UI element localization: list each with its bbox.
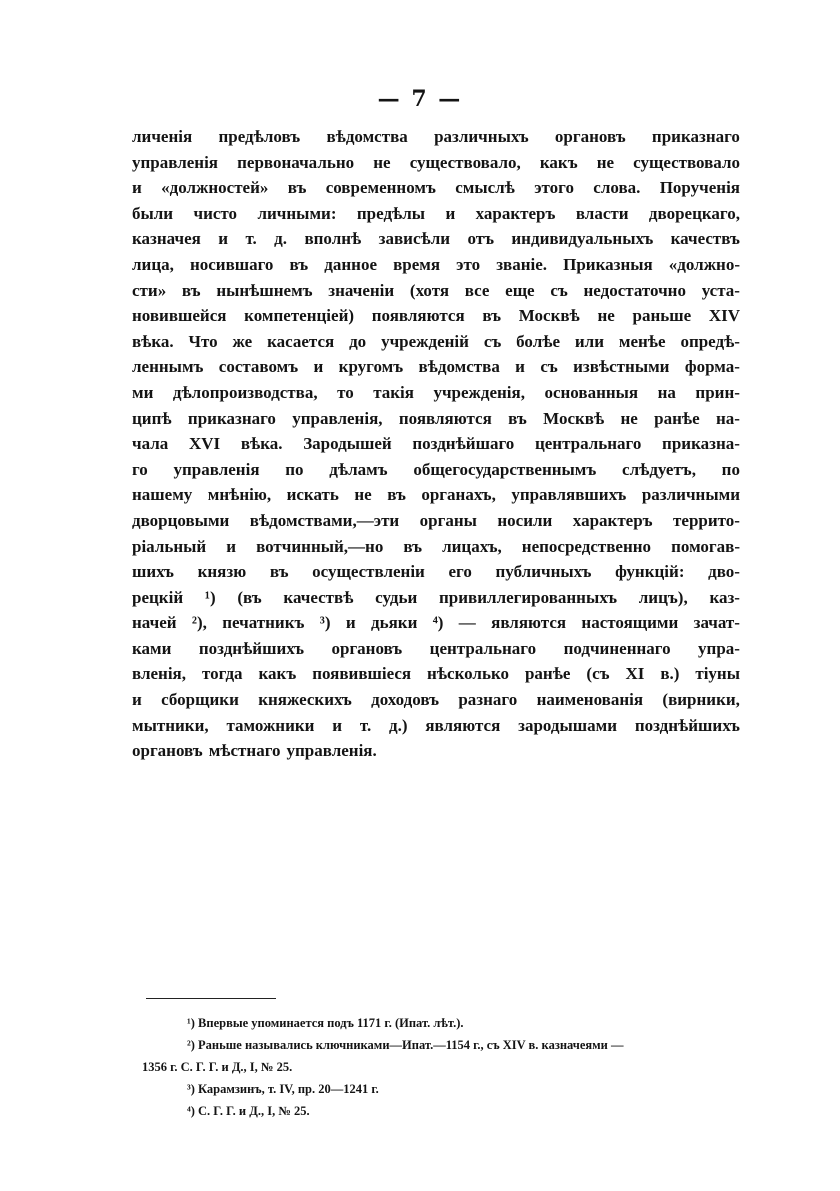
- text-line: органовъ мѣстнаго управленія.: [132, 741, 377, 761]
- text-line: мытники, таможники и т. д.) являются зародышами позднѣйшихъ: [132, 715, 740, 735]
- footnote-1: ¹) Впервые упоминается подъ 1171 г. (Ипат. лѣт.).: [187, 1016, 464, 1030]
- text-line: и сборщики княжескихъ доходовъ разнаго наименованія (вирники,: [132, 690, 740, 710]
- text-line: сти» въ нынѣшнемъ значеніи (хотя все еще съ недостаточно уста-: [132, 280, 740, 300]
- footnote-2: ²) Раньше назывались ключниками—Ипат.—1154 г., съ XIV в. казначеями —: [187, 1038, 624, 1052]
- text-line: и «должностей» въ современномъ смыслѣ этого слова. Порученія: [132, 178, 740, 198]
- text-line: управленія первоначально не существовало, какъ не существовало: [132, 152, 740, 172]
- footnote-2-continuation: 1356 г. С. Г. Г. и Д., I, № 25.: [142, 1060, 293, 1074]
- text-line: вленія, тогда какъ появившіеся нѣсколько ранѣе (съ XI в.) тіуны: [132, 664, 740, 684]
- text-line: казначея и т. д. вполнѣ зависѣли отъ индивидуальныхъ качествъ: [132, 229, 740, 249]
- text-line: вѣка. Что же касается до учрежденій съ болѣе или менѣе опредѣ-: [132, 331, 740, 351]
- text-line: ками позднѣйшихъ органовъ центральнаго подчиненнаго упра-: [132, 638, 740, 658]
- text-line: леннымъ составомъ и кругомъ вѣдомства и съ извѣстными форма-: [132, 357, 740, 377]
- text-line: начей ²), печатникъ ³) и дьяки ⁴) — являются настоящими зачат-: [132, 613, 740, 633]
- text-line: ципѣ приказнаго управленія, появляются въ Москвѣ не ранѣе на-: [132, 408, 740, 428]
- text-line: личенія предѣловъ вѣдомства различныхъ органовъ приказнаго: [132, 127, 740, 146]
- main-paragraph: [132, 124, 740, 764]
- text-line: ріальный и вотчинный,—но въ лицахъ, непосредственно помогав-: [132, 536, 740, 556]
- footnote-divider: [146, 998, 276, 999]
- text-line: были чисто личными: предѣлы и характеръ власти дворецкаго,: [132, 203, 740, 223]
- text-line: рецкій ¹) (въ качествѣ судьи привиллегированныхъ лицъ), каз-: [132, 587, 740, 607]
- text-line: шихъ князю въ осуществленіи его публичныхъ функцій: дво-: [132, 562, 740, 582]
- text-line: лица, носившаго въ данное время это званіе. Приказныя «должно-: [132, 254, 740, 274]
- page-number: — 7 —: [377, 86, 463, 112]
- text-line: дворцовыми вѣдомствами,—эти органы носили характеръ террито-: [132, 510, 740, 530]
- footnote-4: ⁴) С. Г. Г. и Д., I, № 25.: [187, 1104, 310, 1118]
- text-line: ми дѣлопроизводства, то такія учрежденія, основанныя на прин-: [132, 382, 740, 402]
- text-line: нашему мнѣнію, искать не въ органахъ, управлявшихъ различными: [132, 485, 740, 505]
- text-line: го управленія по дѣламъ общегосударственнымъ слѣдуетъ, по: [132, 459, 740, 479]
- text-line: новившейся компетенціей) появляются въ Москвѣ не раньше XIV: [132, 306, 740, 326]
- footnote-3: ³) Карамзинъ, т. IV, пр. 20—1241 г.: [187, 1082, 379, 1096]
- text-line: чала XVI вѣка. Зародышей позднѣйшаго центральнаго приказна-: [132, 434, 740, 454]
- footnotes: [142, 1012, 742, 1122]
